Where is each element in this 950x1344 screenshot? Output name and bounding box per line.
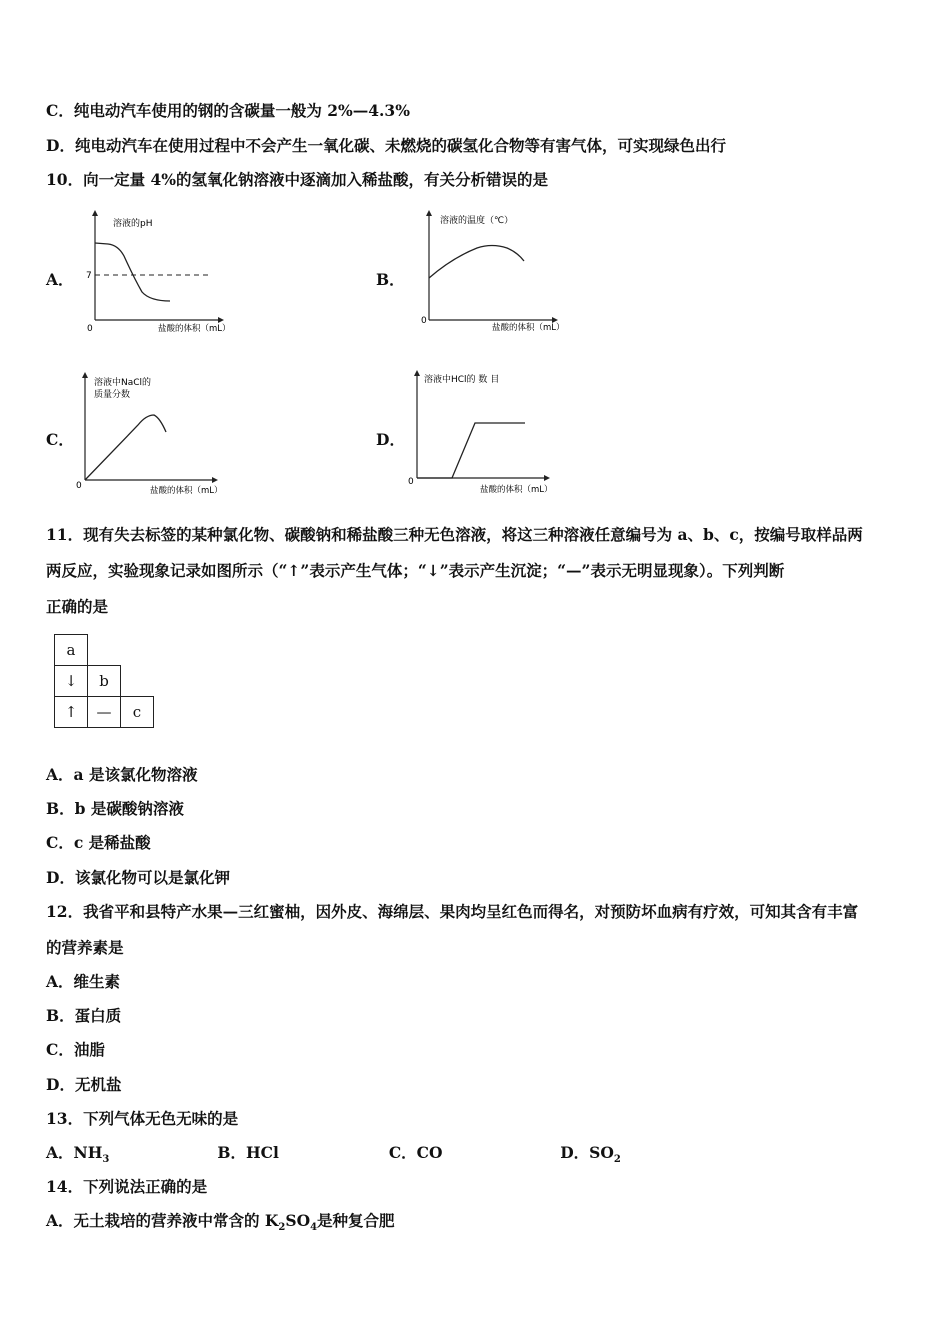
q10-graph-a bbox=[78, 208, 248, 342]
cell-a: a bbox=[55, 635, 88, 666]
q11-stem-2: 两反应，实验现象记录如图所示（“↑”表示产生气体；“↓”表示产生沉淀；“—”表示无明显现象）。下列判断 bbox=[46, 561, 785, 580]
graph-d-ylabel: 溶液中HCl的 数 目 bbox=[424, 375, 500, 385]
q12-option-d: D．无机盐 bbox=[46, 1075, 122, 1094]
q13-option-c: C．CO bbox=[388, 1143, 443, 1162]
q12-stem-2: 的营养素是 bbox=[46, 938, 124, 957]
cell-ab: ↓ bbox=[55, 666, 88, 697]
graph-a-xlabel: 盐酸的体积（mL） bbox=[158, 324, 231, 334]
q11-stem-1: 11．现有失去标签的某种氯化物、碳酸钠和稀盐酸三种无色溶液，将这三种溶液任意编号为 a、b、c，按编号取样品两 bbox=[46, 525, 863, 544]
q11-stem-3: 正确的是 bbox=[46, 597, 109, 616]
q13-options bbox=[46, 1143, 621, 1170]
q10-graph-c-label: C． bbox=[46, 430, 74, 449]
q11-option-d: D．该氯化物可以是氯化钾 bbox=[46, 868, 230, 887]
graph-a-ylabel: 溶液的pH bbox=[113, 219, 153, 229]
q10-graph-b bbox=[412, 208, 572, 342]
q11-option-b: B．b 是碳酸钠溶液 bbox=[46, 799, 184, 818]
reaction-table bbox=[54, 634, 154, 728]
q10-graph-a-label: A． bbox=[46, 270, 74, 289]
cell-b: b bbox=[88, 666, 121, 697]
graph-b-xlabel: 盐酸的体积（mL） bbox=[492, 323, 565, 333]
graph-d-origin: 0 bbox=[408, 477, 414, 487]
q9-option-d: D．纯电动汽车在使用过程中不会产生一氧化碳、未燃烧的碳氢化合物等有害气体，可实现绿色出行 bbox=[46, 136, 726, 155]
graph-b-ylabel: 溶液的温度（℃） bbox=[440, 216, 514, 226]
q10-graph-d-label: D． bbox=[376, 430, 405, 449]
q12-option-b: B．蛋白质 bbox=[46, 1006, 122, 1025]
q13-option-d: D．$SO_2$ bbox=[560, 1143, 621, 1166]
graph-c-ylabel-1: 溶液中NaCl的 bbox=[94, 378, 152, 388]
q13-option-a: A．$NH_3$ bbox=[46, 1143, 110, 1166]
q10-graph-b-label: B． bbox=[376, 270, 405, 289]
graph-d-xlabel: 盐酸的体积（mL） bbox=[480, 485, 553, 495]
q12-stem-1: 12．我省平和县特产水果—三红蜜柚，因外皮、海绵层、果肉均呈红色而得名，对预防坏血病有疗效，可知其含有丰富 bbox=[46, 902, 859, 921]
q12-option-c: C．油脂 bbox=[46, 1040, 105, 1059]
q12-option-a: A．维生素 bbox=[46, 972, 121, 991]
graph-b-origin: 0 bbox=[421, 316, 427, 326]
cell-bc: — bbox=[88, 697, 121, 728]
q10-graph-d bbox=[400, 368, 570, 502]
cell-ac: ↑ bbox=[55, 697, 88, 728]
q14-option-a: A．无土栽培的营养液中常含的 $K_2SO_4$是种复合肥 bbox=[46, 1211, 395, 1234]
graph-c-xlabel: 盐酸的体积（mL） bbox=[150, 486, 223, 496]
cell-c: c bbox=[121, 697, 154, 728]
graph-a-origin: 0 bbox=[87, 324, 93, 334]
q11-option-a: A．a 是该氯化物溶液 bbox=[46, 765, 198, 784]
q10-graph-c bbox=[68, 370, 238, 504]
graph-a-ref: 7 bbox=[86, 271, 92, 281]
q11-option-c: C．c 是稀盐酸 bbox=[46, 833, 151, 852]
q9-option-c: C．纯电动汽车使用的钢的含碳量一般为 2%—4.3% bbox=[46, 101, 410, 120]
q14-stem: 14．下列说法正确的是 bbox=[46, 1177, 208, 1196]
q13-option-b: B．HCl bbox=[217, 1143, 279, 1162]
graph-c-ylabel-2: 质量分数 bbox=[94, 390, 131, 400]
q10-stem: 10．向一定量 4%的氢氧化钠溶液中逐滴加入稀盐酸，有关分析错误的是 bbox=[46, 170, 548, 189]
graph-c-origin: 0 bbox=[76, 481, 82, 491]
q13-stem: 13．下列气体无色无味的是 bbox=[46, 1109, 239, 1128]
